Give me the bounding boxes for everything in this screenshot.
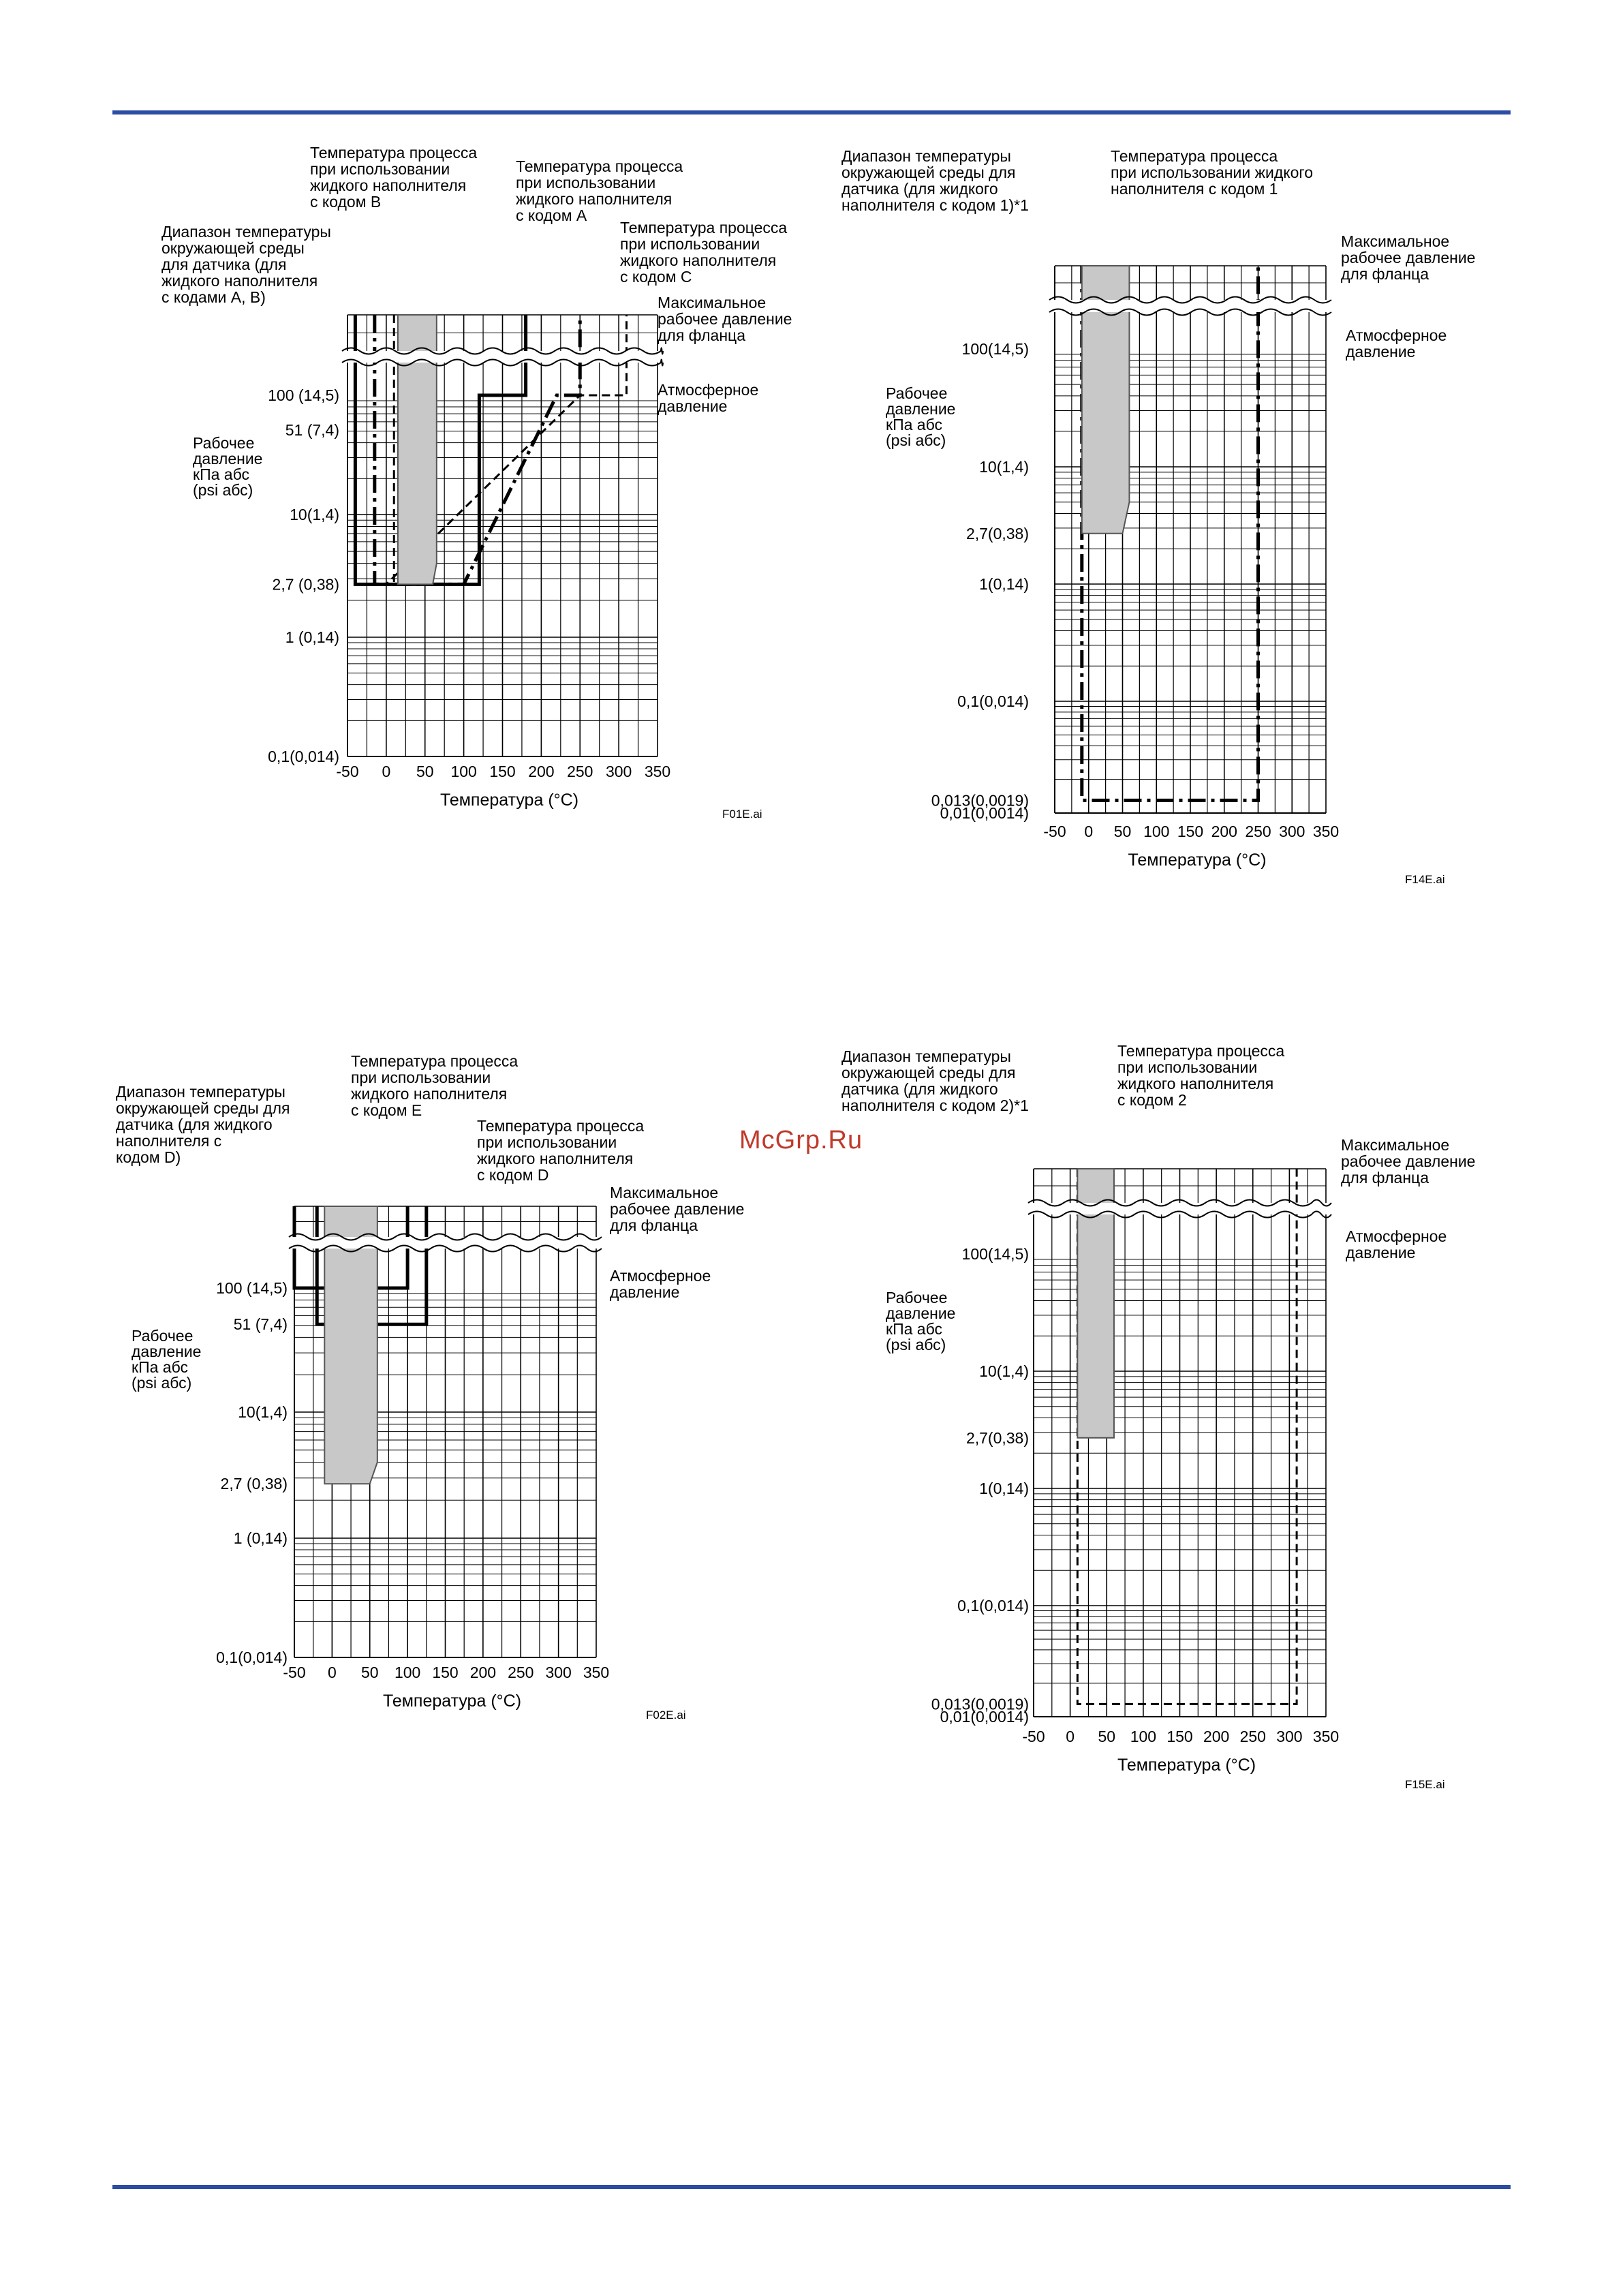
annotation-amb: для датчика (для (161, 256, 287, 273)
annotation-amb: наполнителя с кодом 2)*1 (841, 1097, 1029, 1114)
y-tick-label: 1(0,14) (979, 1480, 1029, 1497)
annotation-amb: с кодами A, B) (161, 288, 266, 306)
annotation-amb: датчика (для жидкого (841, 1080, 998, 1098)
figure-file-label: F01E.ai (722, 808, 762, 821)
annotation-flange: рабочее давление (1341, 1152, 1476, 1170)
annotation-atm: Атмосферное (658, 381, 759, 399)
annotation-flange: для фланца (658, 326, 745, 344)
annotation-flange: Максимальное (1341, 1136, 1450, 1154)
y-axis-title: (psi абс) (886, 1336, 946, 1353)
annotation-amb: окружающей среды для (841, 1064, 1016, 1082)
annotation-amb: Диапазон температуры (161, 223, 331, 241)
annotation-amb: Диапазон температуры (841, 147, 1011, 165)
x-tick-label: -50 (283, 1664, 306, 1681)
y-axis-title: Рабочее (193, 434, 255, 452)
y-axis-title: Рабочее (886, 384, 948, 402)
annotation-C: с кодом C (620, 268, 692, 286)
annotation-flange: для фланца (1341, 265, 1429, 283)
y-tick-label: 1(0,14) (979, 575, 1029, 593)
x-tick-label: 150 (1177, 823, 1204, 840)
annotation-flange: для фланца (1341, 1169, 1429, 1187)
annotation-amb: окружающей среды для (116, 1099, 290, 1117)
x-axis-title: Температура (°C) (439, 791, 579, 810)
annotation-flange: Максимальное (658, 294, 767, 311)
annotation-D: с кодом D (477, 1166, 549, 1184)
x-tick-label: 50 (360, 1664, 379, 1681)
x-tick-label: 350 (1312, 1728, 1340, 1745)
x-tick-label: 250 (1239, 1728, 1266, 1745)
annotation-C: при использовании (620, 235, 760, 253)
annotation-A: Температура процесса (516, 157, 683, 175)
annotation-B: Температура процесса (310, 144, 478, 162)
annotation-atm: давление (610, 1283, 680, 1301)
y-tick-label: 51 (7,4) (285, 421, 339, 440)
y-tick-label: 1 (0,14) (285, 628, 339, 646)
x-tick-label: 150 (1166, 1728, 1193, 1745)
axis-break (1049, 300, 1331, 312)
x-tick-label: 200 (1203, 1728, 1230, 1745)
y-tick-label: 0,1(0,014) (957, 1597, 1029, 1614)
annotation-proc: наполнителя с кодом 1 (1111, 180, 1278, 198)
y-tick-label: 100 (14,5) (268, 386, 339, 404)
annotation-proc: с кодом 2 (1117, 1091, 1187, 1109)
annotation-A: жидкого наполнителя (516, 190, 673, 208)
x-tick-label: 150 (489, 763, 516, 780)
y-tick-label: 10(1,4) (979, 458, 1029, 476)
annotation-B: с кодом B (310, 193, 382, 211)
x-tick-label: 300 (605, 763, 632, 780)
figure-file-label: F02E.ai (646, 1709, 686, 1721)
y-tick-label: 51 (7,4) (233, 1315, 288, 1334)
annotation-E: жидкого наполнителя (351, 1085, 508, 1103)
annotation-B: жидкого наполнителя (310, 177, 467, 194)
annotation-flange: Максимальное (610, 1184, 719, 1201)
annotation-atm: давление (658, 397, 728, 415)
y-tick-label: 2,7 (0,38) (272, 575, 339, 594)
x-tick-label: 250 (567, 763, 593, 780)
y-axis-title: Рабочее (132, 1327, 194, 1345)
y-tick-label: 10(1,4) (979, 1362, 1029, 1380)
x-tick-label: 0 (1084, 823, 1094, 840)
y-axis-title: давление (886, 1304, 956, 1322)
annotation-E: при использовании (351, 1069, 491, 1086)
y-axis-title: кПа абс (886, 416, 942, 433)
x-tick-label: 300 (1276, 1728, 1303, 1745)
y-tick-label: 100(14,5) (961, 340, 1029, 358)
axis-break (342, 351, 663, 363)
x-tick-label: 0 (1066, 1728, 1075, 1745)
annotation-amb: кодом D) (116, 1148, 181, 1166)
x-tick-label: 200 (1211, 823, 1237, 840)
annotation-proc: жидкого наполнителя (1117, 1075, 1274, 1092)
x-axis-title: Температура (°C) (1128, 851, 1267, 870)
annotation-flange: для фланца (610, 1216, 698, 1234)
x-tick-label: 300 (1279, 823, 1305, 840)
x-tick-label: 250 (508, 1664, 534, 1681)
annotation-amb: Диапазон температуры (841, 1047, 1011, 1065)
annotation-amb: жидкого наполнителя (161, 272, 318, 290)
y-tick-label: 2,7 (0,38) (220, 1475, 288, 1493)
y-tick-label: 0,1(0,014) (216, 1649, 288, 1666)
annotation-atm: Атмосферное (610, 1267, 711, 1285)
x-tick-label: 0 (382, 763, 391, 780)
annotation-atm: Атмосферное (1346, 1227, 1447, 1245)
y-axis-title: (psi абс) (132, 1374, 192, 1392)
x-tick-label: 50 (1098, 1728, 1116, 1745)
annotation-amb: датчика (для жидкого (116, 1116, 273, 1133)
annotation-proc: Температура процесса (1117, 1042, 1285, 1060)
y-tick-label: 2,7(0,38) (965, 1428, 1029, 1447)
annotation-D: Температура процесса (477, 1117, 645, 1135)
annotation-E: с кодом E (351, 1101, 422, 1119)
x-tick-label: -50 (1022, 1728, 1045, 1745)
x-tick-label: 250 (1245, 823, 1271, 840)
annotation-proc: при использовании жидкого (1111, 164, 1314, 181)
y-axis-title: давление (886, 400, 956, 418)
x-tick-label: 350 (644, 763, 671, 780)
y-tick-label: 0,01(0,0014) (940, 1708, 1029, 1726)
x-tick-label: 200 (528, 763, 555, 780)
annotation-D: при использовании (477, 1133, 617, 1151)
chart-4 (841, 1042, 1475, 1791)
annotation-D: жидкого наполнителя (477, 1150, 634, 1167)
annotation-amb: окружающей среды (161, 239, 305, 257)
chart-3 (116, 1052, 744, 1721)
annotation-flange: рабочее давление (658, 310, 792, 328)
annotation-amb: Диапазон температуры (116, 1083, 285, 1101)
y-axis-title: кПа абс (132, 1358, 188, 1376)
annotation-A: при использовании (516, 174, 656, 192)
annotation-amb: наполнителя с (116, 1132, 222, 1150)
annotation-proc: при использовании (1117, 1058, 1258, 1076)
x-tick-label: 300 (545, 1664, 572, 1681)
y-tick-label: 0,013(0,0019) (931, 791, 1029, 810)
y-tick-label: 100(14,5) (961, 1245, 1029, 1263)
annotation-amb: датчика (для жидкого (841, 180, 998, 198)
annotation-amb: окружающей среды для (841, 164, 1016, 181)
y-tick-label: 10(1,4) (238, 1403, 288, 1421)
figure-file-label: F14E.ai (1405, 873, 1445, 886)
axis-break (1028, 1203, 1331, 1214)
y-tick-label: 2,7(0,38) (965, 524, 1029, 542)
y-axis-title: кПа абс (193, 465, 249, 483)
annotation-proc: Температура процесса (1111, 147, 1278, 165)
x-tick-label: 350 (1312, 823, 1340, 840)
x-tick-label: 100 (394, 1664, 421, 1681)
annotation-amb: наполнителя с кодом 1)*1 (841, 196, 1029, 214)
annotation-flange: рабочее давление (1341, 249, 1476, 266)
x-tick-label: 100 (1143, 823, 1170, 840)
y-axis-title: (psi абс) (193, 481, 253, 499)
x-tick-label: 50 (416, 763, 434, 780)
chart-1 (161, 144, 792, 821)
x-tick-label: 150 (432, 1664, 459, 1681)
chart-2 (841, 147, 1475, 886)
annotation-atm: давление (1346, 1244, 1416, 1261)
x-tick-label: -50 (1043, 823, 1066, 840)
annotation-flange: Максимальное (1341, 232, 1450, 250)
y-tick-label: 0,01(0,0014) (940, 804, 1029, 822)
y-tick-label: 100 (14,5) (216, 1279, 288, 1297)
y-axis-title: Рабочее (886, 1289, 948, 1306)
x-tick-label: 50 (1113, 823, 1132, 840)
annotation-flange: рабочее давление (610, 1200, 745, 1218)
annotation-atm: давление (1346, 343, 1416, 361)
annotation-B: при использовании (310, 160, 450, 178)
annotation-E: Температура процесса (351, 1052, 519, 1070)
figure-file-label: F15E.ai (1405, 1778, 1445, 1791)
x-tick-label: 350 (583, 1664, 610, 1681)
annotation-atm: Атмосферное (1346, 326, 1447, 344)
x-tick-label: 100 (450, 763, 477, 780)
x-tick-label: 200 (469, 1664, 497, 1681)
annotation-A: с кодом A (516, 206, 587, 224)
y-tick-label: 0,1(0,014) (268, 748, 339, 765)
annotation-C: жидкого наполнителя (620, 251, 777, 269)
y-tick-label: 10(1,4) (290, 506, 339, 523)
y-axis-title: давление (132, 1343, 202, 1360)
x-axis-title: Температура (°C) (382, 1692, 522, 1711)
y-tick-label: 1 (0,14) (233, 1529, 288, 1547)
y-axis-title: кПа абс (886, 1320, 942, 1338)
y-tick-label: 0,1(0,014) (957, 692, 1029, 710)
annotation-C: Температура процесса (620, 219, 788, 236)
y-axis-title: (psi абс) (886, 431, 946, 449)
x-tick-label: 100 (1130, 1728, 1157, 1745)
x-tick-label: -50 (336, 763, 359, 780)
y-axis-title: давление (193, 450, 263, 468)
y-tick-label: 0,013(0,0019) (931, 1695, 1029, 1713)
x-tick-label: 0 (327, 1664, 337, 1681)
watermark: McGrp.Ru (739, 1126, 863, 1154)
x-axis-title: Температура (°C) (1117, 1756, 1256, 1775)
